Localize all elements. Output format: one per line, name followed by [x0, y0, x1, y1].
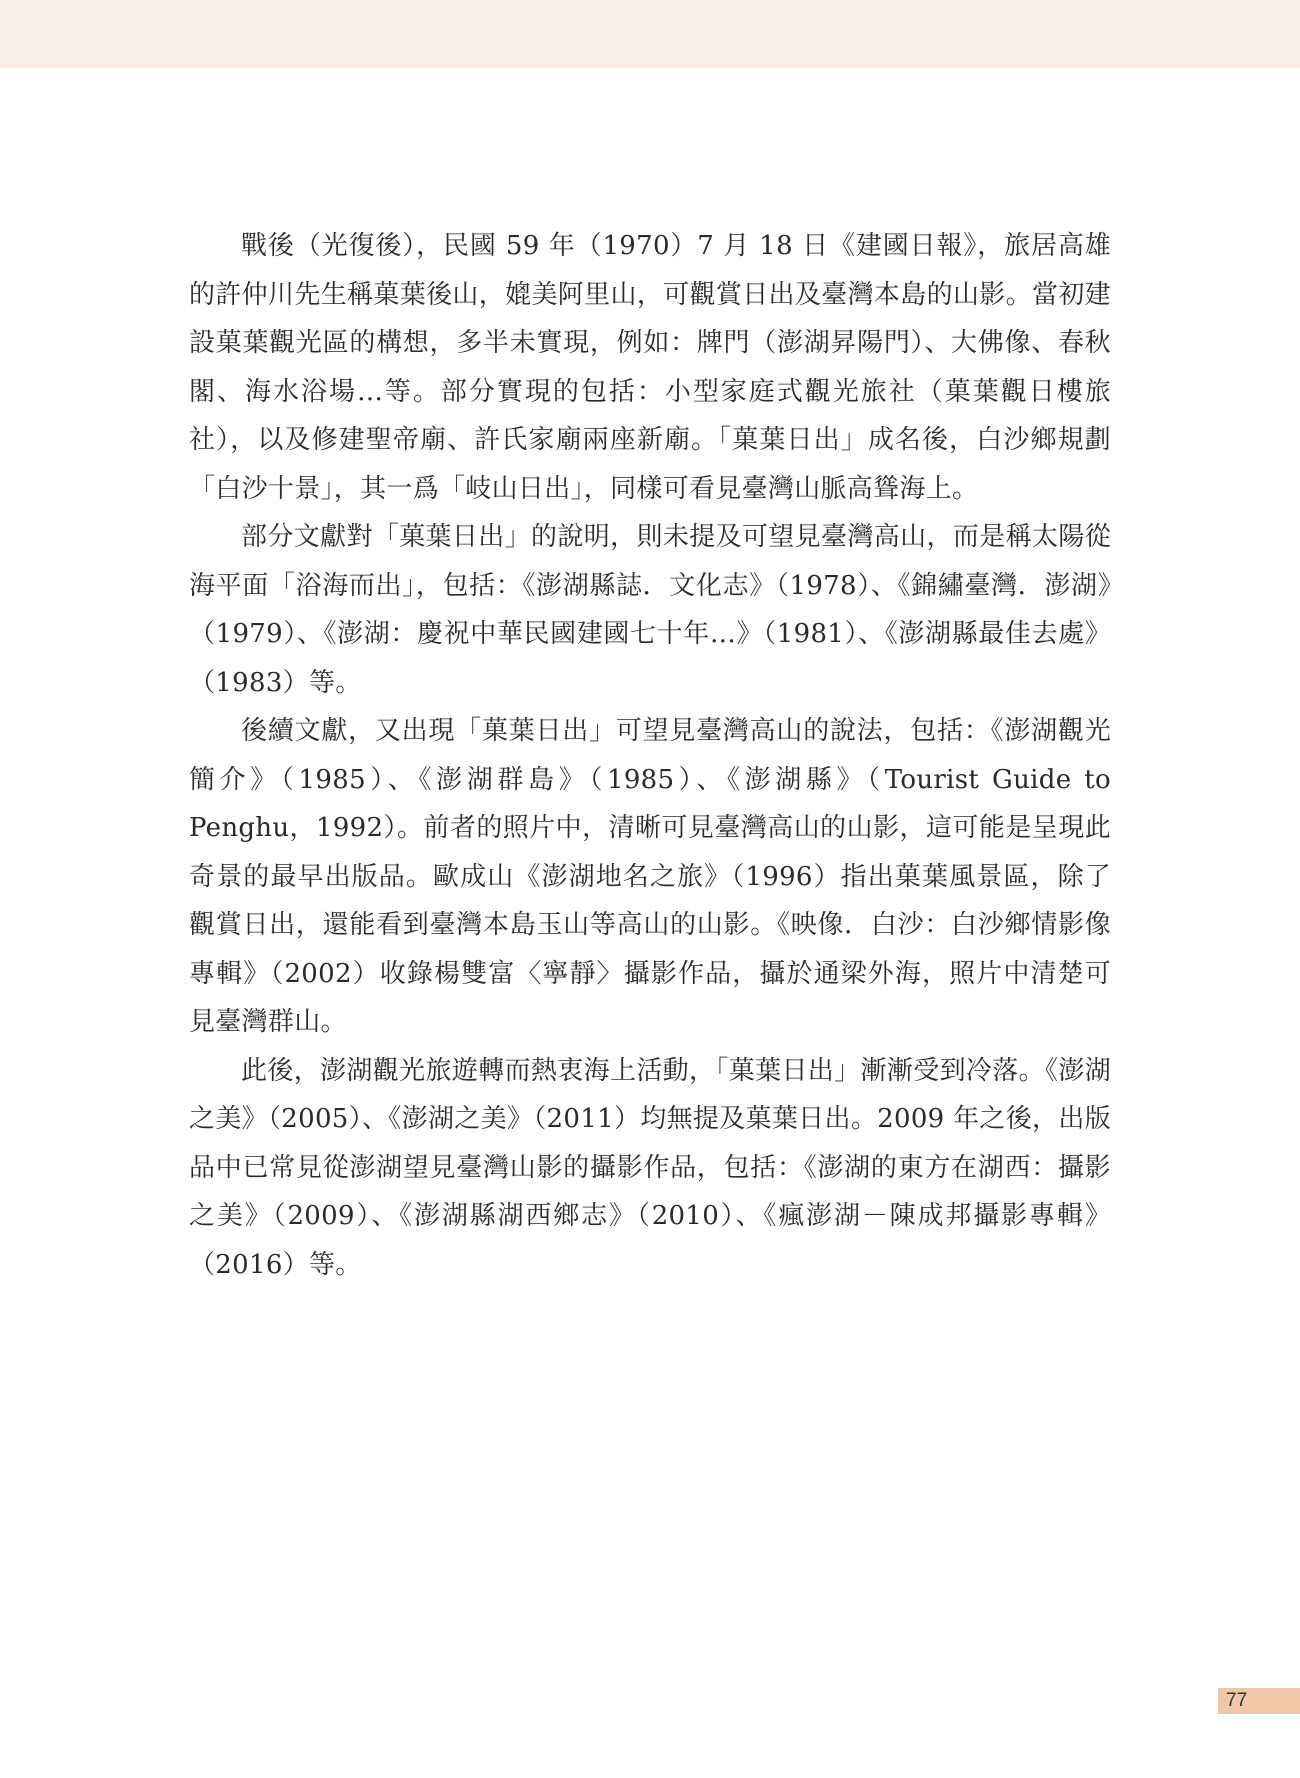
page-number: 77 [1226, 1690, 1248, 1711]
paragraph-literature: 部分文獻對「菓葉日出」的說明，則未提及可望見臺灣高山，而是稱太陽從海平面「浴海而出」，包括：《澎湖縣誌．文化志》（1978）、《錦繡臺灣．澎湖》（1979）、《澎湖：慶祝中華民國建國七十年…》（1981）、《澎湖縣最佳去處》（1983）等。 [189, 522, 1111, 698]
paragraph-afterwards: 此後，澎湖觀光旅遊轉而熱衷海上活動，「菓葉日出」漸漸受到冷落。《澎湖之美》（2005）、《澎湖之美》（2011）均無提及菓葉日出。2009 年之後，出版品中已常見從澎湖望見臺灣山影的攝影作品，包括：《澎湖的東方在湖西：攝影之美》（2009）、《澎湖縣湖西鄉志》（2010）、《瘋澎湖－陳成邦攝影專輯》（2016）等。 [189, 1055, 1111, 1280]
body-text [189, 222, 1111, 1289]
paragraph-later-literature: 後續文獻，又出現「菓葉日出」可望見臺灣高山的說法，包括：《澎湖觀光簡介》（1985）、《澎湖群島》（1985）、《澎湖縣》（Tourist Guide to Penghu，1992）。前者的照片中，清晰可見臺灣高山的山影，這可能是呈現此奇景的最早出版品。歐成山《澎湖地名之旅》（1996）指出菓葉風景區，除了觀賞日出，還能看到臺灣本島玉山等高山的山影。《映像．白沙：白沙鄉情影像專輯》（2002）收錄楊雙富〈寧靜〉攝影作品，攝於通梁外海，照片中清楚可見臺灣群山。 [189, 716, 1111, 1037]
page-number-tab [1218, 1688, 1300, 1714]
header-band [0, 0, 1300, 68]
paragraph-postwar: 戰後（光復後），民國 59 年（1970）7 月 18 日《建國日報》，旅居高雄的許仲川先生稱菓葉後山，媲美阿里山，可觀賞日出及臺灣本島的山影。當初建設菓葉觀光區的構想，多半未實現，例如：牌門（澎湖昇陽門）、大佛像、春秋閣、海水浴場…等。部分實現的包括：小型家庭式觀光旅社（菓葉觀日樓旅社），以及修建聖帝廟、許氏家廟兩座新廟。「菓葉日出」成名後，白沙鄉規劃「白沙十景」，其一爲「岐山日出」，同樣可看見臺灣山脈高聳海上。 [189, 231, 1111, 504]
